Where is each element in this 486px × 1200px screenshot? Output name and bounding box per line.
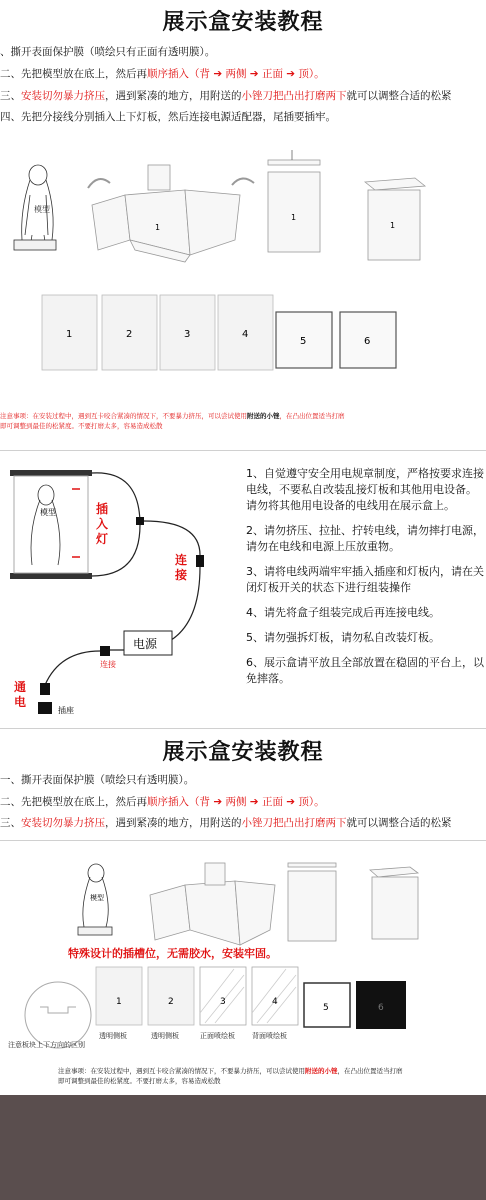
svg-text:入: 入 — [96, 517, 109, 531]
arrow-icon — [232, 178, 254, 185]
model-figure-icon — [31, 485, 60, 565]
panel-number: 1 — [66, 329, 73, 340]
assembly-number: 1 — [291, 213, 297, 222]
svg-text:电: 电 — [14, 695, 27, 709]
svg-text:模型: 模型 — [90, 894, 104, 902]
panel-number: 6 — [364, 336, 371, 347]
panel-number: 5 — [300, 336, 307, 347]
safety-item: 5、请勿强拆灯板，请勿私自改装灯板。 — [246, 631, 440, 644]
safety-item: 6、展示盒请平放且全部放置在稳固的平台上，以免摔落。 — [246, 656, 484, 685]
wiring-diagram — [0, 455, 240, 725]
svg-text:注意板块上下方向的区别: 注意板块上下方向的区别 — [8, 1041, 85, 1049]
instruction-step-2b: 二、先把模型放在底上，然后再顺序插入（背 ➔ 两侧 ➔ 正面 ➔ 顶）。 — [0, 796, 325, 808]
svg-text:背面喷绘板: 背面喷绘板 — [252, 1032, 287, 1040]
svg-text:5: 5 — [323, 1003, 329, 1013]
panel-number: 3 — [184, 329, 191, 340]
caution-note: 注意事项：在安装过程中，遇到互卡咬合紧凑的情况下，不要暴力挤压，可以尝试使用附送的小锉，在凸出位置适当打磨 即可调整到最佳的松紧度。不要打磨太多，容易造成松散 — [0, 412, 345, 430]
instruction-step-1b: 一、撕开表面保护膜（喷绘只有透明膜）。 — [0, 774, 195, 786]
svg-text:4: 4 — [272, 997, 278, 1007]
section-divider — [0, 728, 486, 729]
power-label: 电源 — [133, 637, 158, 651]
assembly-diagram-2 — [0, 845, 486, 1050]
panel-1 — [96, 967, 142, 1025]
instruction-step-3b: 三、安装切勿暴力挤压，遇到紧凑的地方，用附送的小锉刀把凸出打磨两下就可以调整合适的松紧 — [0, 817, 452, 829]
svg-text:6: 6 — [378, 1003, 384, 1013]
safety-item: 1、自觉遵守安全用电规章制度，严格按要求连接电线，不要私自改装乱接灯板和其他用电设备。请勿将其他用电设备的电线用在展示盒上。 — [246, 467, 484, 512]
assembly-diagram-1 — [0, 140, 486, 440]
panel-4 — [252, 967, 298, 1025]
page-title-2: 展示盒安装教程 — [162, 740, 324, 765]
svg-text:插: 插 — [96, 502, 109, 516]
svg-text:灯: 灯 — [96, 532, 109, 546]
unfolded-box-icon — [150, 863, 275, 945]
svg-text:正面喷绘板: 正面喷绘板 — [200, 1032, 235, 1040]
unfolded-box-icon — [92, 165, 240, 262]
svg-text:通: 通 — [14, 680, 27, 694]
svg-text:透明侧板: 透明侧板 — [99, 1032, 127, 1040]
svg-text:2: 2 — [168, 997, 174, 1007]
svg-text:1: 1 — [116, 997, 122, 1007]
model-label: 模型 — [40, 508, 56, 517]
safety-list — [246, 466, 486, 687]
instruction-step-1: 、撕开表面保护膜（喷绘只有正面有透明膜）。 — [0, 46, 216, 58]
section-divider — [0, 840, 486, 841]
box-3d-icon — [365, 178, 425, 260]
box-3d-icon — [370, 867, 418, 939]
instruction-step-3: 三、安装切勿暴力挤压，遇到紧凑的地方，用附送的小锉刀把凸出打磨两下就可以调整合适的松紧 — [0, 90, 452, 102]
bottom-background — [0, 1095, 486, 1200]
instruction-step-4: 四、先把分接线分别插入上下灯板，然后连接电源适配器，尾插要插牢。 — [0, 111, 336, 123]
svg-text:接: 接 — [175, 568, 188, 582]
bottom-light-board — [10, 573, 92, 579]
svg-text:连: 连 — [175, 553, 188, 567]
panel-number: 2 — [126, 329, 133, 340]
panel-2 — [148, 967, 194, 1025]
model-label: 模型 — [34, 205, 50, 214]
panel-3 — [200, 967, 246, 1025]
base-plate — [25, 982, 91, 1048]
section-divider — [0, 450, 486, 451]
assembly-number: 1 — [155, 223, 161, 232]
panel-number: 4 — [242, 329, 249, 340]
svg-text:透明侧板: 透明侧板 — [151, 1032, 179, 1040]
svg-text:连接: 连接 — [100, 660, 116, 669]
slot-caption: 特殊设计的插槽位，无需胶水，安装牢固。 — [68, 947, 277, 960]
safety-item: 2、请勿挤压、拉扯、拧转电线，请勿摔打电源，请勿在电线和电源上压放重物。 — [246, 524, 484, 553]
box-front-icon — [288, 863, 336, 941]
safety-item: 4、请先将盒子组装完成后再连接电线。 — [246, 606, 440, 619]
caution-note-2: 注意事项：在安装过程中，遇到互卡咬合紧凑的情况下，不要暴力挤压，可以尝试使用附送的小锉，在凸出位置适当打磨 即可调整到最佳的松紧度。不要打磨太多，容易造成松散 — [58, 1067, 403, 1085]
page-title: 展示盒安装教程 — [162, 10, 324, 35]
instruction-step-2: 二、先把模型放在底上，然后再顺序插入（背 ➔ 两侧 ➔ 正面 ➔ 顶）。 — [0, 68, 325, 80]
svg-text:插座: 插座 — [58, 706, 74, 715]
svg-text:3: 3 — [220, 997, 226, 1007]
safety-item: 3、请将电线两端牢牢插入插座和灯板内，请在关闭灯板开关的状态下进行组装操作 — [246, 565, 484, 594]
arrow-icon — [88, 179, 110, 188]
top-light-board — [10, 470, 92, 476]
assembly-number: 1 — [390, 221, 396, 230]
box-front-icon — [268, 150, 320, 252]
